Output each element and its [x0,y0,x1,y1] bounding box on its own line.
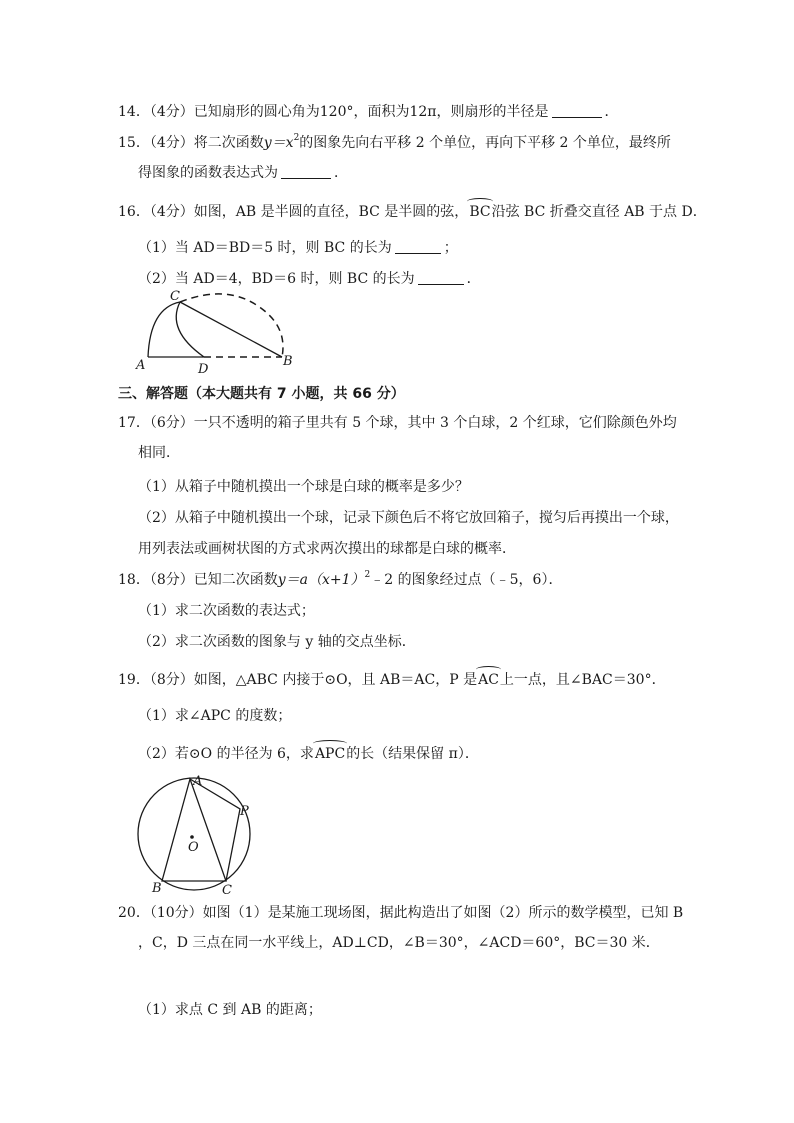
label-c: C [170,290,180,304]
question-17-sub1: （1）从箱子中随机摸出一个球是白球的概率是多少？ [138,479,469,495]
semicircle-fold-figure [130,290,300,378]
label-b: B [283,354,293,369]
answer-blank[interactable] [395,239,441,254]
question-16-sub2: （2）当 AD＝4，BD＝6 时，则 BC 的长为 ． [138,271,481,287]
question-number: 19． [118,672,150,688]
question-20: 20．（10分）如图（1）是某施工现场图，据此构造出了如图（2）所示的数学模型，已知 B [118,905,684,921]
arc-notation: AC [478,672,499,688]
folded-arc [176,302,204,357]
center-point [190,835,194,839]
segments-ap-pc [190,779,240,881]
question-score: （6分） [149,415,194,431]
label-a: A [193,774,203,789]
question-number: 14． [118,104,150,120]
question-score: （4分） [149,204,194,220]
question-17-line2: 相同． [138,445,180,461]
question-17: 17．（6分）一只不透明的箱子里共有 5 个球，其中 3 个白球，2 个红球，它们除颜色外均 [118,415,677,431]
label-o: O [188,840,199,855]
question-score: （8分） [149,672,194,688]
chord-bc [180,302,282,357]
question-17-sub2-line2: 用列表法或画树状图的方式求两次摸出的球都是白球的概率． [138,541,516,557]
label-b: B [152,881,162,895]
question-score: （10分） [149,905,203,921]
dashed-arc [180,294,283,357]
arc-notation: BC [469,204,491,220]
question-number: 16． [118,204,150,220]
question-score: （4分） [149,135,194,151]
question-number: 17． [118,415,150,431]
question-18: 18．（8分）已知二次函数$y=a(x+1)^2﹣2$ 的图象经过点（﹣5，6）． [118,570,563,588]
question-20-line2: ，C，D 三点在同一水平线上，AD⊥CD，∠B＝30°，∠ACD＝60°，BC＝30 米． [138,935,660,951]
question-18-sub1: （1）求二次函数的表达式； [138,603,315,619]
question-20-sub1: （1）求点 C 到 AB 的距离； [138,1002,322,1018]
question-number: 18． [118,572,150,588]
label-a: A [136,358,146,373]
arc-ac [148,302,180,357]
label-c: C [222,883,232,895]
label-p: P [240,804,249,819]
question-16-sub1: （1）当 AD＝BD＝5 时，则 BC 的长为 ； [138,240,458,256]
function-expression: y＝a（x+1） [277,572,365,588]
question-number: 15． [118,135,150,151]
question-18-sub2: （2）求二次函数的图象与 y 轴的交点坐标． [138,634,416,650]
question-19: 19．（8分）如图，△ABC 内接于⊙O，且 AB＝AC，P 是AC上一点，且∠BAC＝30°． [118,672,666,688]
question-15-line2: 得图象的函数表达式为 ． [138,165,348,181]
answer-blank[interactable] [552,103,602,118]
question-score: （4分） [149,104,194,120]
answer-blank[interactable] [418,270,464,285]
question-text: 已知扇形的圆心角为120°，面积为12π，则扇形的半径是 [193,104,549,120]
question-19-sub1: （1）求∠APC 的度数； [138,708,292,724]
question-14: 14．（4分）已知扇形的圆心角为120°，面积为12π，则扇形的半径是 ． [118,104,619,120]
inscribed-triangle-figure [130,770,265,895]
question-16: 16．（4分）如图，AB 是半圆的直径，BC 是半圆的弦，BC沿弦 BC 折叠交直径 AB 于点 D． [118,204,707,220]
circle-o [138,778,250,890]
section-heading: 三、解答题（本大题共有 7 小题，共 66 分） [118,386,405,402]
question-19-sub2: （2）若⊙O 的半径为 6，求APC的长（结果保留 π）． [138,746,479,762]
label-d: D [198,362,209,377]
arc-notation: APC [314,746,346,762]
answer-blank[interactable] [281,164,331,179]
function-expression: y＝x [263,135,294,151]
question-17-sub2: （2）从箱子中随机摸出一个球，记录下颜色后不将它放回箱子，搅匀后再摸出一个球， [138,510,679,526]
question-number: 20． [118,905,150,921]
question-score: （8分） [149,572,194,588]
question-15: 15．（4分）将二次函数$y=x^2$的图象先向右平移 2 个单位，再向下平移 2 个单位，最终所 [118,133,671,151]
